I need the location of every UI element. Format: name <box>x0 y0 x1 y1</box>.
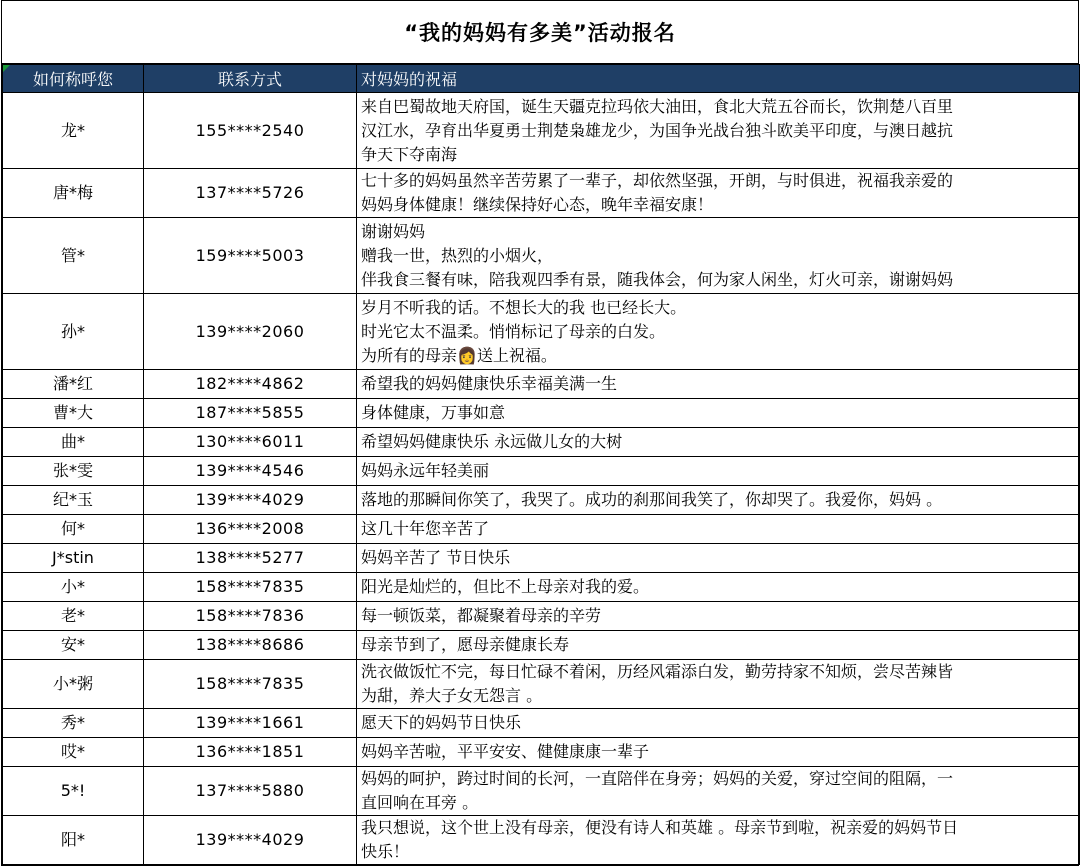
cell-name[interactable]: 小*粥 <box>3 660 144 709</box>
blessing-line: 岁月不听我的话。不想长大的我 也已经长大。 <box>361 297 687 317</box>
cell-comment-marker-icon <box>3 65 10 72</box>
cell-blessing[interactable] <box>357 767 1080 816</box>
table-row <box>3 486 1080 515</box>
blessing-line: 这几十年您辛苦了 <box>361 519 490 538</box>
cell-phone[interactable]: 139****4029 <box>144 486 357 515</box>
cell-phone[interactable]: 139****2060 <box>144 294 357 370</box>
table-row <box>3 631 1080 660</box>
blessing-line: 汉江水，孕育出华夏勇士荆楚枭雄龙少，为国争光战台独斗欧美平印度，与澳日越抗 <box>361 120 954 140</box>
blessing-line: 妈妈辛苦啦，平平安安、健健康康一辈子 <box>361 742 650 761</box>
cell-phone[interactable]: 136****1851 <box>144 738 357 767</box>
blessing-line: 落地的那瞬间你笑了，我哭了。成功的刹那间我笑了，你却哭了。我爱你，妈妈 。 <box>361 490 943 509</box>
cell-name[interactable]: 小* <box>3 573 144 602</box>
table-body <box>3 93 1080 865</box>
table-row <box>3 93 1080 169</box>
cell-phone[interactable]: 136****2008 <box>144 515 357 544</box>
cell-phone[interactable]: 138****8686 <box>144 631 357 660</box>
table-row <box>3 544 1080 573</box>
table-row <box>3 294 1080 370</box>
blessing-line: 希望我的妈妈健康快乐幸福美满一生 <box>361 374 618 393</box>
table-row <box>3 709 1080 738</box>
cell-phone[interactable]: 158****7835 <box>144 660 357 709</box>
blessing-line: 快乐！ <box>361 842 410 861</box>
cell-name[interactable]: 曹*大 <box>3 399 144 428</box>
cell-blessing[interactable] <box>357 457 1080 486</box>
cell-name[interactable]: 纪*玉 <box>3 486 144 515</box>
blessing-line: 为甜，养大子女无怨言 。 <box>361 686 543 705</box>
cell-phone[interactable]: 139****4546 <box>144 457 357 486</box>
cell-name[interactable]: 哎* <box>3 738 144 767</box>
table-row <box>3 515 1080 544</box>
blessing-line: 身体健康，万事如意 <box>361 403 506 422</box>
cell-blessing[interactable] <box>357 515 1080 544</box>
cell-blessing[interactable] <box>357 218 1080 294</box>
table-row <box>3 602 1080 631</box>
cell-blessing[interactable] <box>357 816 1080 865</box>
blessing-line: 洗衣做饭忙不完，每日忙碌不着闲，历经风霜添白发，勤劳持家不知烦，尝尽苦辣皆 <box>361 662 954 681</box>
blessing-line: 我只想说，这个世上没有母亲，便没有诗人和英雄 。母亲节到啦，祝亲爱的妈妈节日 <box>361 818 959 837</box>
cell-blessing[interactable] <box>357 631 1080 660</box>
cell-name[interactable]: 老* <box>3 602 144 631</box>
cell-blessing[interactable] <box>357 738 1080 767</box>
cell-phone[interactable]: 158****7836 <box>144 602 357 631</box>
table-row <box>3 816 1080 865</box>
cell-phone[interactable]: 137****5880 <box>144 767 357 816</box>
blessing-line: 阳光是灿烂的，但比不上母亲对我的爱。 <box>361 577 650 596</box>
table-row <box>3 399 1080 428</box>
header-contact[interactable]: 联系方式 <box>144 65 357 93</box>
table-row <box>3 660 1080 709</box>
blessing-line: 妈妈辛苦了 节日快乐 <box>361 548 511 567</box>
blessing-line: 时光它太不温柔。悄悄标记了母亲的白发。 <box>361 321 666 341</box>
table-row <box>3 428 1080 457</box>
cell-name[interactable]: 安* <box>3 631 144 660</box>
cell-phone[interactable]: 159****5003 <box>144 218 357 294</box>
cell-blessing[interactable] <box>357 573 1080 602</box>
table-row <box>3 767 1080 816</box>
blessing-line: 直回响在耳旁 。 <box>361 793 479 812</box>
cell-name[interactable]: J*stin <box>3 544 144 573</box>
cell-name[interactable]: 秀* <box>3 709 144 738</box>
cell-blessing[interactable] <box>357 93 1080 169</box>
cell-phone[interactable]: 187****5855 <box>144 399 357 428</box>
cell-phone[interactable]: 155****2540 <box>144 93 357 169</box>
blessing-line: 赠我一世，热烈的小烟火， <box>361 245 554 265</box>
cell-name[interactable]: 阳* <box>3 816 144 865</box>
cell-blessing[interactable] <box>357 399 1080 428</box>
cell-phone[interactable]: 137****5726 <box>144 169 357 218</box>
cell-blessing[interactable] <box>357 660 1080 709</box>
cell-blessing[interactable] <box>357 602 1080 631</box>
cell-phone[interactable]: 158****7835 <box>144 573 357 602</box>
cell-phone[interactable]: 138****5277 <box>144 544 357 573</box>
cell-name[interactable]: 龙* <box>3 93 144 169</box>
cell-blessing[interactable] <box>357 709 1080 738</box>
blessing-line: 希望妈妈健康快乐 永远做儿女的大树 <box>361 432 623 451</box>
cell-blessing[interactable] <box>357 169 1080 218</box>
blessing-line: 愿天下的妈妈节日快乐 <box>361 713 522 732</box>
blessing-line: 来自巴蜀故地天府国，诞生天疆克拉玛依大油田，食北大荒五谷而长，饮荆楚八百里 <box>361 96 954 116</box>
cell-name[interactable]: 潘*红 <box>3 370 144 399</box>
table-row <box>3 738 1080 767</box>
table-row <box>3 573 1080 602</box>
blessing-line: 妈妈身体健康！继续保持好心态，晚年幸福安康！ <box>361 195 714 214</box>
blessing-line: 母亲节到了，愿母亲健康长寿 <box>361 635 570 654</box>
header-row <box>3 65 1080 93</box>
cell-phone[interactable]: 139****4029 <box>144 816 357 865</box>
blessing-line: 七十多的妈妈虽然辛苦劳累了一辈子，却依然坚强，开朗，与时俱进，祝福我亲爱的 <box>361 171 954 190</box>
blessing-line: 伴我食三餐有味，陪我观四季有景，随我体会，何为家人闲坐，灯火可亲，谢谢妈妈 <box>361 269 954 289</box>
cell-name[interactable]: 管* <box>3 218 144 294</box>
cell-blessing[interactable] <box>357 486 1080 515</box>
cell-name[interactable]: 张*雯 <box>3 457 144 486</box>
blessing-line: 谢谢妈妈 <box>361 221 426 241</box>
cell-blessing[interactable] <box>357 428 1080 457</box>
cell-phone[interactable]: 139****1661 <box>144 709 357 738</box>
sheet-title: “我的妈妈有多美”活动报名 <box>2 1 1078 64</box>
cell-name[interactable]: 唐*梅 <box>3 169 144 218</box>
cell-name[interactable]: 孙* <box>3 294 144 370</box>
blessing-line: 为所有的母亲👩送上祝福。 <box>361 345 557 365</box>
header-blessing[interactable]: 对妈妈的祝福 <box>357 65 1080 93</box>
registration-table <box>2 64 1080 865</box>
blessing-line: 妈妈的呵护，跨过时间的长河，一直陪伴在身旁；妈妈的关爱，穿过空间的阻隔，一 <box>361 769 954 788</box>
cell-name[interactable]: 5*! <box>3 767 144 816</box>
cell-name[interactable]: 何* <box>3 515 144 544</box>
table-row <box>3 370 1080 399</box>
header-name[interactable]: 如何称呼您 <box>3 65 144 93</box>
blessing-line: 每一顿饭菜，都凝聚着母亲的辛劳 <box>361 606 602 625</box>
cell-blessing[interactable] <box>357 544 1080 573</box>
spreadsheet <box>1 0 1079 866</box>
blessing-line: 妈妈永远年轻美丽 <box>361 461 490 480</box>
cell-blessing[interactable] <box>357 294 1080 370</box>
cell-blessing[interactable] <box>357 370 1080 399</box>
cell-phone[interactable]: 182****4862 <box>144 370 357 399</box>
blessing-line: 争天下夺南海 <box>361 144 458 164</box>
table-row <box>3 169 1080 218</box>
cell-name[interactable]: 曲* <box>3 428 144 457</box>
cell-phone[interactable]: 130****6011 <box>144 428 357 457</box>
table-row <box>3 457 1080 486</box>
table-row <box>3 218 1080 294</box>
